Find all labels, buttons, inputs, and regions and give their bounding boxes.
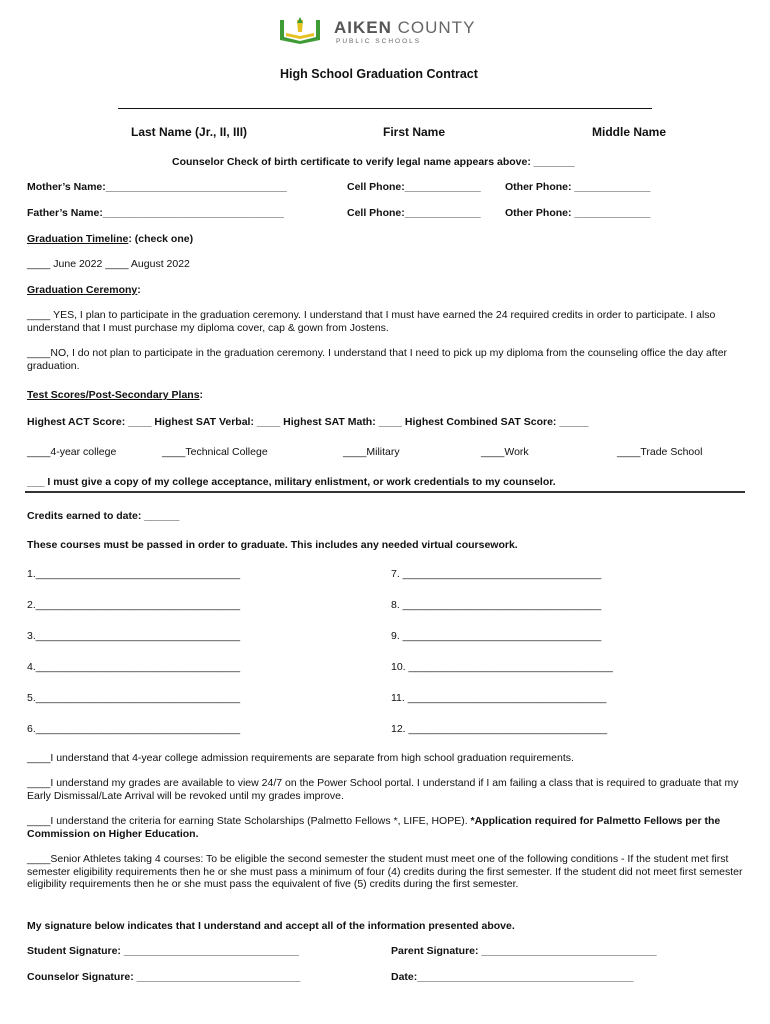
timeline-options[interactable]: ____ June 2022 ____ August 2022 xyxy=(27,258,190,270)
counselor-check-line[interactable]: Counselor Check of birth certificate to verify legal name appears above: _______ xyxy=(172,156,575,168)
mother-name-field[interactable]: Mother’s Name:_______________________________ xyxy=(27,181,287,193)
first-name-header: First Name xyxy=(383,125,446,139)
ack-admission-requirements[interactable]: ____I understand that 4-year college admission requirements are separate from high school graduation requirements. xyxy=(27,752,574,764)
course-line-12[interactable]: 12. __________________________________ xyxy=(391,723,608,735)
ceremony-no-option[interactable]: ____NO, I do not plan to participate in the graduation ceremony. I understand that I need to pick up my diploma from the counseling office the day after graduation. xyxy=(27,347,728,372)
test-scores-line[interactable]: Highest ACT Score: ____ Highest SAT Verbal: ____ Highest SAT Math: ____ Highest Combined SAT Score: _____ xyxy=(27,416,589,428)
courses-heading: These courses must be passed in order to graduate. This includes any needed virtual coursework. xyxy=(27,539,518,551)
timeline-heading: Graduation Timeline: (check one) xyxy=(27,233,194,245)
plan-work[interactable]: ____Work xyxy=(481,446,529,458)
middle-name-header: Middle Name xyxy=(592,125,667,139)
father-name-field[interactable]: Father’s Name:_______________________________ xyxy=(27,207,284,219)
father-other-phone-field[interactable]: Other Phone: _____________ xyxy=(505,207,651,219)
school-book-logo-icon xyxy=(276,16,326,46)
course-line-9[interactable]: 9. __________________________________ xyxy=(391,630,602,642)
course-line-7[interactable]: 7. __________________________________ xyxy=(391,568,602,580)
plan-military[interactable]: ____Military xyxy=(343,446,400,458)
father-cell-field[interactable]: Cell Phone:_____________ xyxy=(347,207,481,219)
plan-4-year-college[interactable]: ____4-year college xyxy=(27,446,117,458)
credentials-copy-note[interactable]: ___ I must give a copy of my college acceptance, military enlistment, or work credentials to my counselor. xyxy=(27,476,556,488)
course-line-11[interactable]: 11. __________________________________ xyxy=(391,692,607,704)
course-line-8[interactable]: 8. __________________________________ xyxy=(391,599,602,611)
mother-other-phone-field[interactable]: Other Phone: _____________ xyxy=(505,181,651,193)
ack-power-school-grades[interactable]: ____I understand my grades are available to view 24/7 on the Power School portal. I understand if I am failing a class that is required to graduate that my Early Dismissal/Late Arrival will be revoked until my grades improve. xyxy=(27,777,739,802)
ack-senior-athletes[interactable]: ____Senior Athletes taking 4 courses: To be eligible the second semester the student must meet one of the following conditions - If the student met first semester eligibility requirements then he or she must pass a minimum of four (4) credits during the first semester. If the student did not meet first semester eligibility requirements then he or she must pass the equivalent of five (5) credits during the first semester. xyxy=(27,853,743,890)
course-line-6[interactable]: 6.___________________________________ xyxy=(27,723,241,735)
section-divider xyxy=(25,491,745,493)
aiken-county-logo xyxy=(276,16,496,48)
document-title: High School Graduation Contract xyxy=(280,67,478,81)
brand-subtitle: PUBLIC SCHOOLS xyxy=(336,38,422,45)
name-entry-line[interactable] xyxy=(118,108,652,109)
course-line-3[interactable]: 3.___________________________________ xyxy=(27,630,241,642)
date-field[interactable]: Date:_____________________________________ xyxy=(391,971,634,983)
student-signature-field[interactable]: Student Signature: ______________________________ xyxy=(27,945,300,957)
credits-earned-field[interactable]: Credits earned to date: ______ xyxy=(27,510,180,522)
brand-name: AIKEN COUNTY xyxy=(334,18,476,37)
plan-trade-school[interactable]: ____Trade School xyxy=(617,446,703,458)
course-line-4[interactable]: 4.___________________________________ xyxy=(27,661,241,673)
ceremony-heading: Graduation Ceremony: xyxy=(27,284,141,296)
ceremony-yes-option[interactable]: ____ YES, I plan to participate in the graduation ceremony. I understand that I must have earned the 24 required credits in order to participate. I also understand that I must purchase my diploma cover, cap & gown from Jostens. xyxy=(27,309,716,334)
course-line-5[interactable]: 5.___________________________________ xyxy=(27,692,241,704)
signature-statement: My signature below indicates that I understand and accept all of the information presented above. xyxy=(27,920,515,932)
course-line-1[interactable]: 1.___________________________________ xyxy=(27,568,241,580)
course-line-2[interactable]: 2.___________________________________ xyxy=(27,599,241,611)
parent-signature-field[interactable]: Parent Signature: ______________________________ xyxy=(391,945,657,957)
course-line-10[interactable]: 10. ___________________________________ xyxy=(391,661,613,673)
mother-cell-field[interactable]: Cell Phone:_____________ xyxy=(347,181,481,193)
counselor-signature-field[interactable]: Counselor Signature: ____________________________ xyxy=(27,971,301,983)
tests-heading: Test Scores/Post-Secondary Plans: xyxy=(27,389,204,401)
last-name-header: Last Name (Jr., II, III) xyxy=(131,125,248,139)
ack-state-scholarships[interactable]: ____I understand the criteria for earning State Scholarships (Palmetto Fellows *, LIFE, HOPE). *Application required for Palmetto Fellows per the Commission on Higher Education. xyxy=(27,815,721,840)
plan-technical-college[interactable]: ____Technical College xyxy=(162,446,268,458)
